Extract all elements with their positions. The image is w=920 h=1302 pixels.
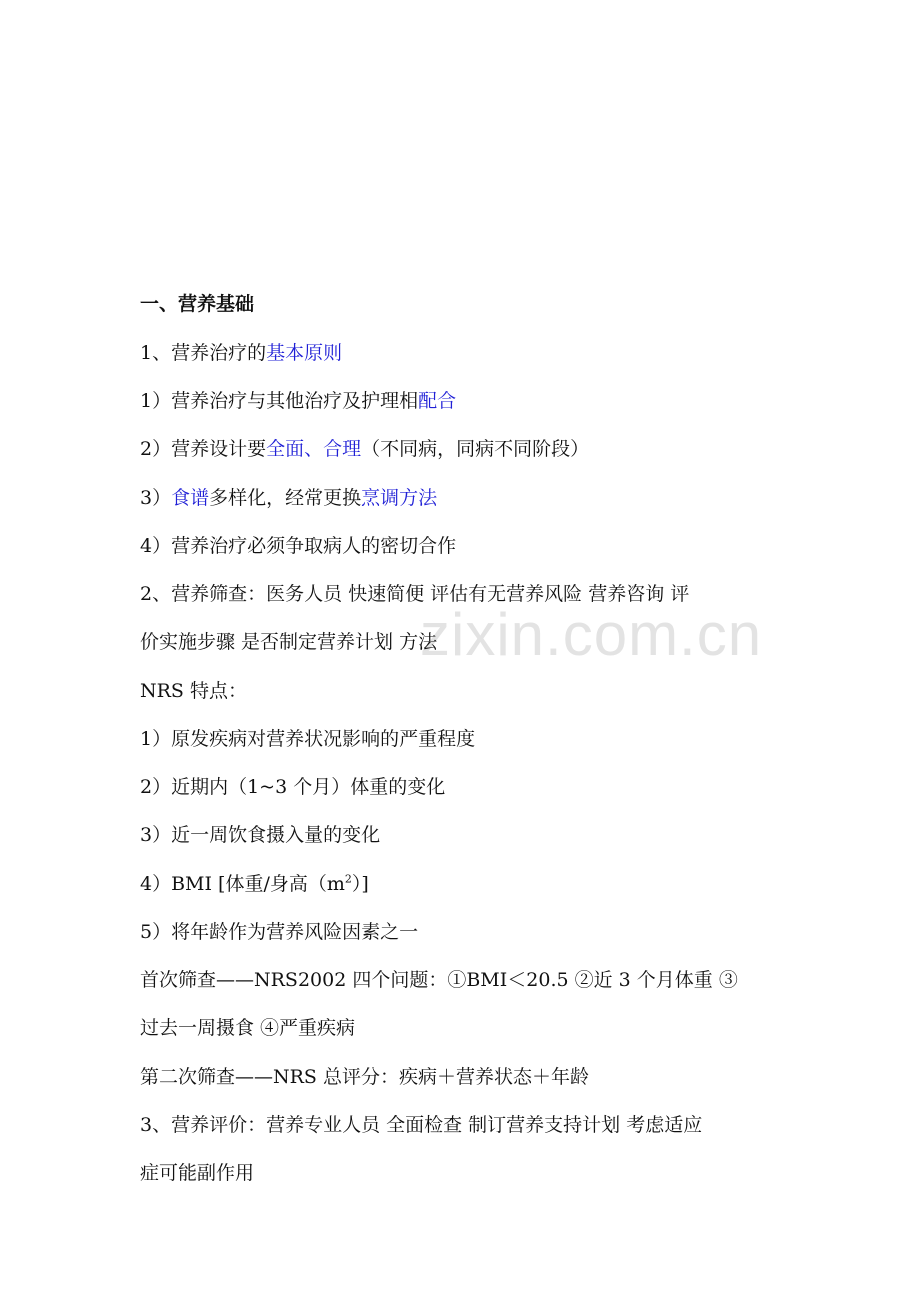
nrs-feature-4	[140, 871, 800, 897]
text: 3）	[140, 487, 172, 509]
text: 4）BMI [体重/身高（m	[140, 873, 345, 895]
nrs-feature-1: 1）原发疾病对营养状况影响的严重程度	[140, 728, 476, 750]
nrs-feature-3: 3）近一周饮食摄入量的变化	[140, 824, 381, 846]
section-3-line-1: 3、营养评价：营养专业人员 全面检查 制订营养支持计划 考虑适应	[140, 1114, 703, 1136]
highlight-text: 全面、合理	[266, 438, 362, 460]
highlight-text: 基本原则	[266, 342, 343, 364]
text: 1）营养治疗与其他治疗及护理相	[140, 390, 419, 412]
principle-2	[140, 436, 800, 462]
highlight-text: 配合	[418, 390, 457, 412]
text: 2）营养设计要	[140, 438, 267, 460]
section-3-line-2: 症可能副作用	[140, 1162, 255, 1184]
first-screening-line-1: 首次筛查——NRS2002 四个问题：①BMI＜20.5 ②近 3 个月体重 ③	[140, 969, 738, 991]
highlight-text: 烹调方法	[361, 487, 438, 509]
first-screening-line-2: 过去一周摄食 ④严重疾病	[140, 1017, 356, 1039]
principle-3	[140, 485, 800, 511]
second-screening: 第二次筛查——NRS 总评分：疾病＋营养状态＋年龄	[140, 1066, 589, 1088]
text: 多样化，经常更换	[209, 487, 362, 509]
text: （不同病，同病不同阶段）	[361, 438, 590, 460]
section-1-title	[140, 340, 800, 366]
text: 1、营养治疗的	[140, 342, 267, 364]
nrs-feature-5: 5）将年龄作为营养风险因素之一	[140, 921, 419, 943]
watermark: zixin.com.cn	[420, 601, 763, 668]
section-heading: 一、营养基础	[140, 293, 255, 315]
principle-1	[140, 388, 800, 414]
principle-4: 4）营养治疗必须争取病人的密切合作	[140, 535, 457, 557]
text: ）]	[351, 873, 369, 895]
nrs-feature-2: 2）近期内（1~3 个月）体重的变化	[140, 776, 446, 798]
section-2-line-2: 价实施步骤 是否制定营养计划 方法	[140, 631, 438, 653]
highlight-text: 食谱	[171, 487, 210, 509]
section-2-line-1: 2、营养筛查：医务人员 快速简便 评估有无营养风险 营养咨询 评	[140, 583, 690, 605]
nrs-title: NRS 特点：	[140, 680, 247, 702]
superscript: 2	[344, 872, 352, 886]
